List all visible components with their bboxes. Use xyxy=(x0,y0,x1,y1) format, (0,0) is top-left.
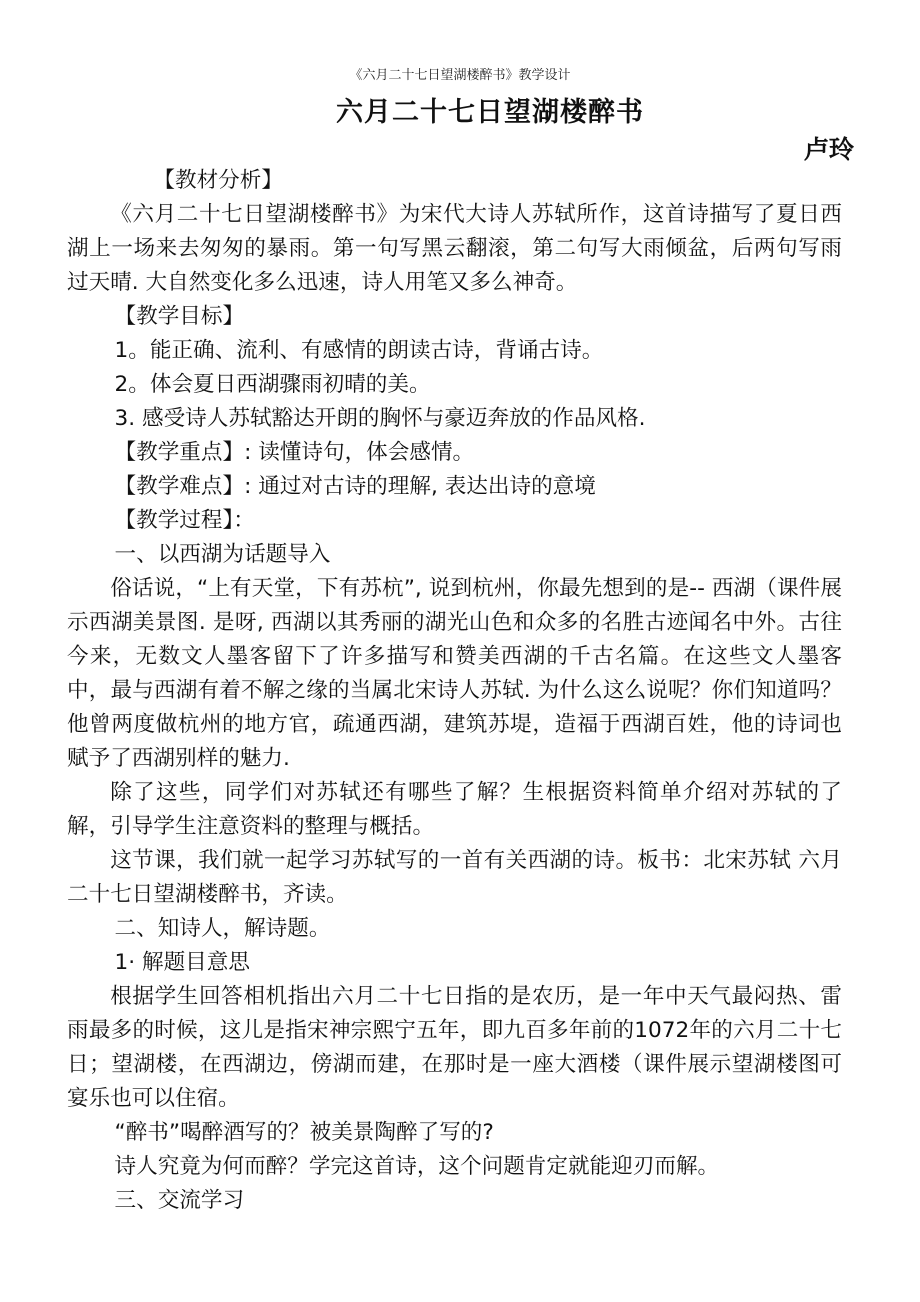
paragraph: 1。能正确、流利、有感情的朗读古诗，背诵古诗。 xyxy=(114,338,604,363)
paragraph: 三、交流学习 xyxy=(114,1188,245,1213)
page-title: 六月二十七日望湖楼醉书 xyxy=(336,97,644,128)
paragraph: 2。体会夏日西湖骤雨初晴的美。 xyxy=(114,372,431,397)
paragraph: 《六月二十七日望湖楼醉书》为宋代大诗人苏轼所作，这首诗描写了夏日西湖上一场来去匆匆的暴雨。第一句写黑云翻滚，第二句写大雨倾盆，后两句写雨过天晴. 大自然变化多么迅速，诗人用笔又多么神奇。 xyxy=(67,202,842,295)
paragraph: 【教学重点】: 读懂诗句，体会感情。 xyxy=(114,440,475,465)
paragraph: 【教学难点】: 通过对古诗的理解, 表达出诗的意境 xyxy=(114,474,596,499)
paragraph: 俗话说，“上有天堂，下有苏杭”, 说到杭州，你最先想到的是-- 西湖（课件展示西湖美景图. 是呀, 西湖以其秀丽的湖光山色和众多的名胜古迹闻名中外。古往今来，无数文人墨客留下了许多描写和赞美西湖的千古名篇。在这些文人墨客中，最与西湖有着不解之缘的当属北宋诗人苏轼. 为什么这么说呢？你们知道吗？他曾两度做杭州的地方官，疏通西湖，建筑苏堤，造福于西湖百姓，他的诗词也赋予了西湖别样的魅力. xyxy=(67,576,842,771)
running-header: 《六月二十七日望湖楼醉书》教学设计 xyxy=(349,68,571,83)
paragraph: 诗人究竟为何而醉？学完这首诗，这个问题肯定就能迎刃而解。 xyxy=(114,1154,720,1179)
paragraph: 这节课，我们就一起学习苏轼写的一首有关西湖的诗。板书：北宋苏轼 六月二十七日望湖楼醉书，齐读。 xyxy=(67,848,842,907)
paragraph: 根据学生回答相机指出六月二十七日指的是农历，是一年中天气最闷热、雷雨最多的时候，这儿是指宋神宗熙宁五年，即九百多年前的1072年的六月二十七日；望湖楼，在西湖边，傍湖而建，在那时是一座大酒楼（课件展示望湖楼图可宴乐也可以住宿。 xyxy=(67,984,842,1111)
paragraph: 除了这些，同学们对苏轼还有哪些了解？生根据资料简单介绍对苏轼的了解，引导学生注意资料的整理与概括。 xyxy=(67,780,842,839)
paragraph: 1· 解题目意思 xyxy=(114,950,250,975)
paragraph: “醉书”喝醉酒写的？被美景陶醉了写的? xyxy=(114,1120,494,1145)
author-name: 卢玲 xyxy=(803,135,854,164)
paragraph: 【教材分析】 xyxy=(153,168,283,193)
paragraph: 【教学过程】： xyxy=(114,508,255,533)
paragraph: 3. 感受诗人苏轼豁达开朗的胸怀与豪迈奔放的作品风格. xyxy=(114,406,646,431)
paragraph: 【教学目标】 xyxy=(114,304,245,329)
paragraph: 二、知诗人，解诗题。 xyxy=(114,916,331,941)
paragraph: 一、以西湖为话题导入 xyxy=(114,542,331,567)
document-body xyxy=(67,164,842,1218)
